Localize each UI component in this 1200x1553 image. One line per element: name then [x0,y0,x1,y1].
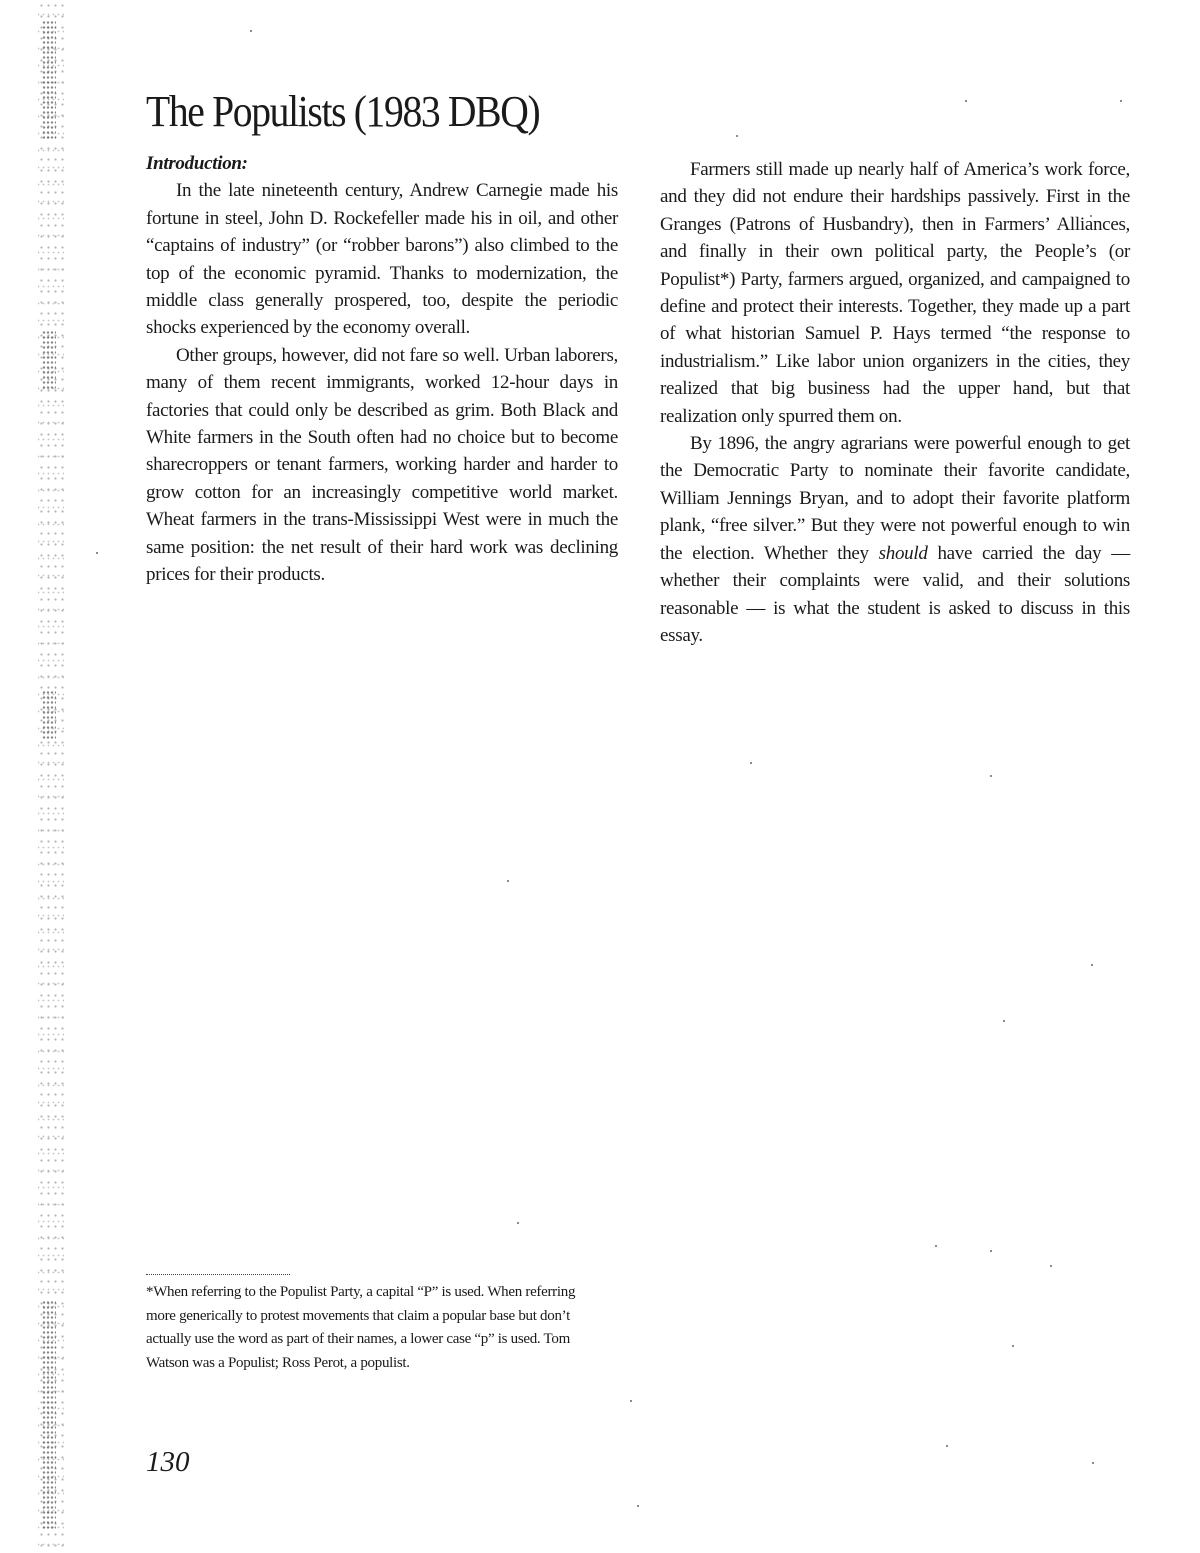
scan-speck [1003,1020,1005,1022]
scan-speck [517,1222,519,1224]
paragraph [660,430,1130,649]
scan-speck [736,135,738,137]
scan-speck [1050,1265,1052,1267]
paragraph-text: By 1896, the angry agrarians were powerful enough to get the Democratic Party to nominate their favorite candidate, William Jennings Bryan, and to adopt their favorite platform plank, “free silver.” But they were not powerful enough to win the election. Whether they [660,433,1130,564]
footnote: *When referring to the Populist Party, a capital “P” is used. When referring more generically to protest movements that claim a popular base but don’t actually use the word as part of their names, a lower case “p” is used. Tom Watson was a Populist; Ross Perot, a populist. [146,1284,576,1371]
paragraph-text: have carried the day — whether their complaints were valid, and their solutions reasonable — is what the student is asked to discuss in this essay. [660,542,1130,646]
scan-speck [1092,1462,1094,1464]
intro-heading: Introduction: [146,153,248,174]
scan-edge-noise [42,690,56,740]
scan-speck [990,1250,992,1252]
page-number: 130 [146,1446,190,1478]
scan-speck [750,762,752,764]
paragraph: Other groups, however, did not fare so well. Urban laborers, many of them recent immigrants, worked 12-hour days in factories that could only be described as grim. Both Black and White farmers in the South often had no choice but to become sharecroppers or tenant farmers, working harder and harder to grow cotton for an increasingly competitive world market. Wheat farmers in the trans-Mississippi West were in much the same position: the net result of their hard work was declining prices for their products. [146,344,618,586]
scan-speck [990,775,992,777]
scan-speck [946,1445,948,1447]
scan-speck [637,1505,639,1507]
scan-speck [507,880,509,882]
scan-speck [1120,100,1122,102]
scan-speck [965,100,967,102]
scan-speck [935,1245,937,1247]
scan-speck [250,30,252,32]
scan-speck [96,552,98,554]
left-column [146,150,618,589]
paragraph: In the late nineteenth century, Andrew Carnegie made his fortune in steel, John D. Rockefeller made his in oil, and other “captains of industry” (or “robber barons”) also climbed to the top of the economic pyramid. Thanks to modernization, the middle class generally prospered, too, despite the periodic shocks experienced by the economy overall. [146,180,618,339]
scan-speck [1012,1345,1014,1347]
emphasis-word: should [878,542,928,564]
page-title: The Populists (1983 DBQ) [146,87,540,136]
scan-speck [1091,964,1093,966]
scan-edge-noise [42,330,56,390]
scan-edge-noise [42,1300,56,1530]
scan-speck [630,1400,632,1402]
right-column [660,156,1130,649]
paragraph: Farmers still made up nearly half of America’s work force, and they did not endure their hardships passively. First in the Granges (Patrons of Husbandry), then in Farmers’ Alliances, and finally in their own political party, the People’s (or Populist*) Party, farmers argued, organized, and campaigned to define and protect their interests. Together, they made up a part of what historian Samuel P. Hays termed “the response to industrialism.” Like labor union organizers in the cities, they realized that big business had the upper hand, but that realization only spurred them on. [660,159,1130,427]
scan-edge-noise [42,20,56,140]
footnote-divider [146,1274,290,1275]
